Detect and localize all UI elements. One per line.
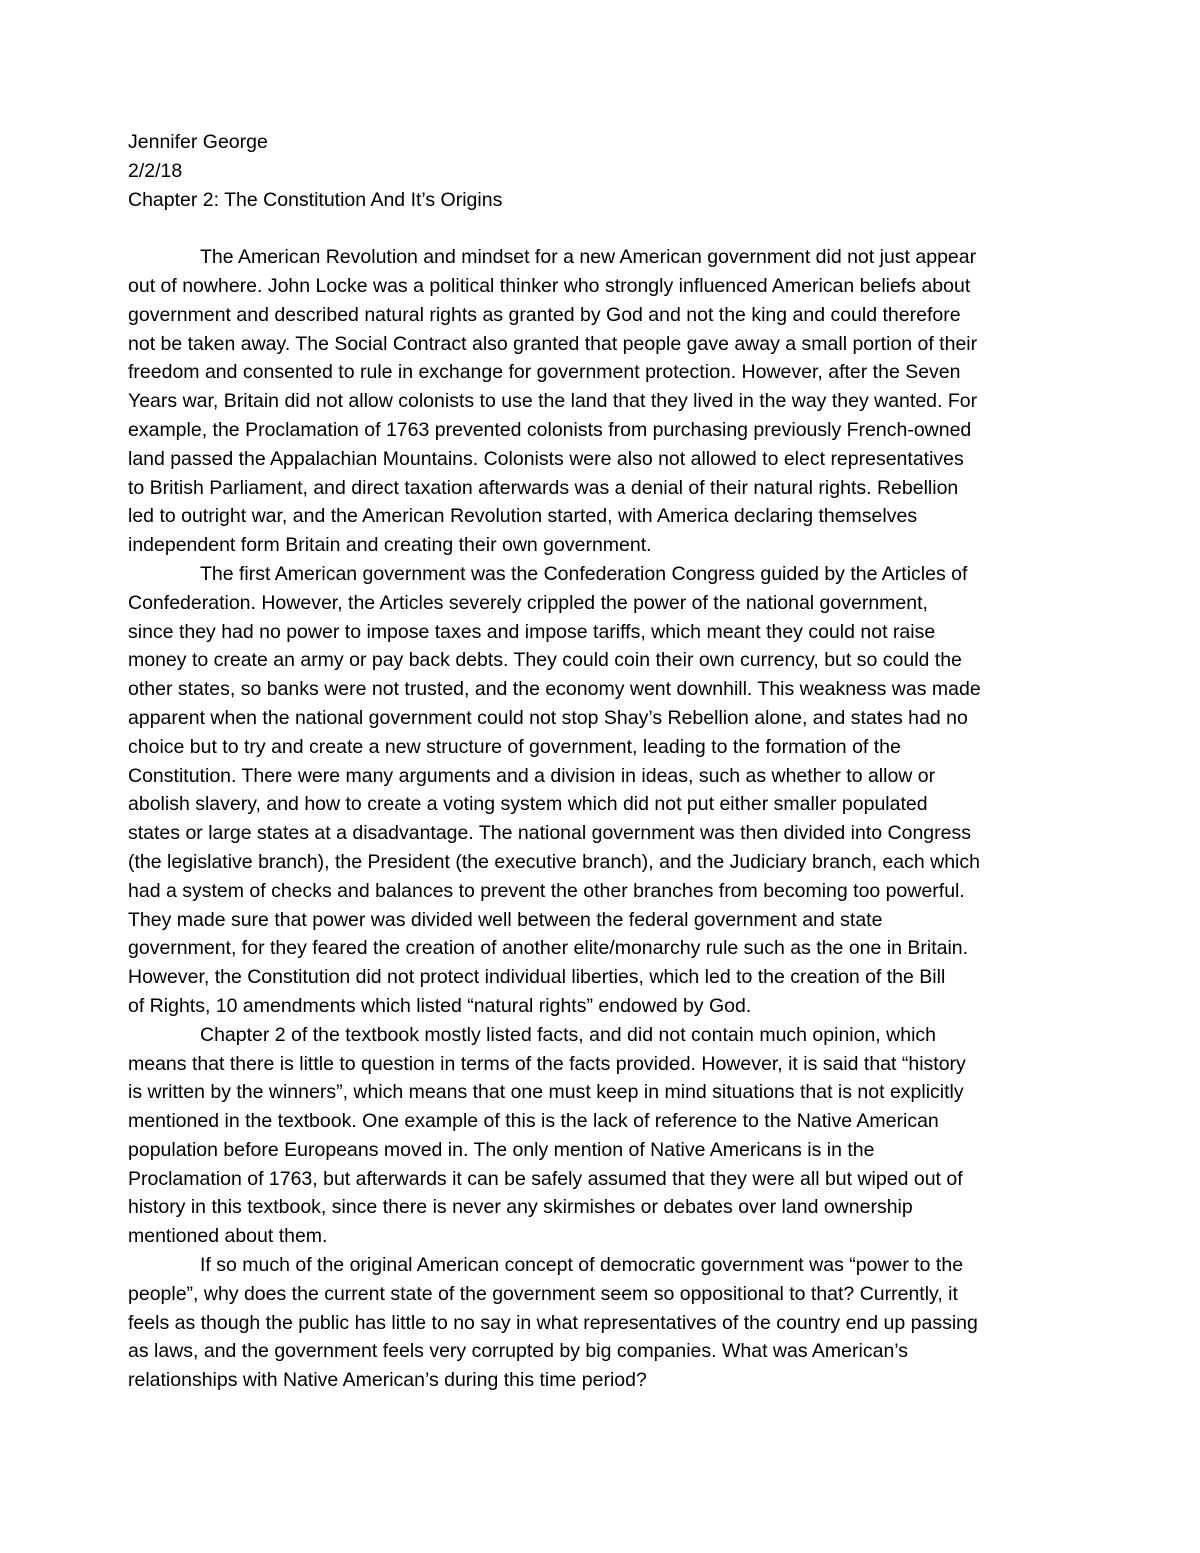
paragraph-3 [128,1021,1078,1251]
text-line: out of nowhere. John Locke was a political thinker who strongly influenced American beliefs about [128,274,971,297]
text-line: feels as though the public has little to no say in what representatives of the country end up passing [128,1311,978,1334]
text-line: population before Europeans moved in. The only mention of Native Americans is in the [128,1138,875,1161]
text-line: Chapter 2 of the textbook mostly listed facts, and did not contain much opinion, which [200,1023,937,1046]
text-line: government and described natural rights as granted by God and not the king and could therefore [128,303,961,326]
text-line: land passed the Appalachian Mountains. Colonists were also not allowed to elect representatives [128,447,964,470]
document-page [128,128,1078,1395]
blank-line [128,214,1078,243]
document-title: Chapter 2: The Constitution And It’s Origins [128,188,503,211]
text-line: example, the Proclamation of 1763 prevented colonists from purchasing previously French-owned [128,418,972,441]
text-line: of Rights, 10 amendments which listed “natural rights” endowed by God. [128,994,752,1017]
text-line: freedom and consented to rule in exchange for government protection. However, after the Seven [128,361,961,384]
author-name: Jennifer George [128,131,268,153]
paragraph-1 [128,243,1078,560]
text-line: independent form Britain and creating their own government. [128,534,652,557]
text-line: other states, so banks were not trusted, and the economy went downhill. This weakness was made [128,678,981,701]
text-line: The first American government was the Confederation Congress guided by the Articles of [200,562,968,585]
text-line: mentioned about them. [128,1225,328,1248]
paragraph-4 [128,1251,1078,1395]
text-line: choice but to try and create a new structure of government, leading to the formation of the [128,735,901,758]
text-line: relationships with Native American’s during this time period? [128,1369,647,1392]
text-line: not be taken away. The Social Contract also granted that people gave away a small portion of their [128,332,978,355]
text-line: history in this textbook, since there is never any skirmishes or debates over land ownership [128,1196,913,1219]
text-line: to British Parliament, and direct taxation afterwards was a denial of their natural rights. Rebellion [128,476,959,499]
text-line: (the legislative branch), the President (the executive branch), and the Judiciary branch, each which [128,850,980,873]
text-line: money to create an army or pay back debts. They could coin their own currency, but so could the [128,649,962,672]
text-line: However, the Constitution did not protect individual liberties, which led to the creation of the Bill [128,966,946,989]
paragraph-2 [128,560,1078,1021]
text-line: states or large states at a disadvantage. The national government was then divided into Congress [128,822,971,845]
document-date: 2/2/18 [128,159,183,182]
text-line: Proclamation of 1763, but afterwards it can be safely assumed that they were all but wiped out of [128,1167,963,1190]
text-line: Constitution. There were many arguments and a division in ideas, such as whether to allow or [128,764,936,787]
text-line: had a system of checks and balances to prevent the other branches from becoming too powerful. [128,879,965,902]
text-line: people”, why does the current state of the government seem so oppositional to that? Currently, it [128,1282,958,1305]
text-line: The American Revolution and mindset for a new American government did not just appear [200,246,977,269]
text-line: Years war, Britain did not allow colonists to use the land that they lived in the way they wanted. For [128,390,978,413]
text-line: Confederation. However, the Articles severely crippled the power of the national government, [128,591,928,614]
text-line: government, for they feared the creation of another elite/monarchy rule such as the one in Britain. [128,937,969,960]
text-line: led to outright war, and the American Revolution started, with America declaring themselves [128,505,918,528]
text-line: means that there is little to question in terms of the facts provided. However, it is said that “history [128,1052,966,1075]
text-line: If so much of the original American concept of democratic government was “power to the [200,1254,964,1277]
body-text [128,243,1078,1395]
text-line: is written by the winners”, which means that one must keep in mind situations that is not explicitly [128,1081,964,1104]
text-line: mentioned in the textbook. One example of this is the lack of reference to the Native American [128,1110,939,1133]
text-line: since they had no power to impose taxes and impose tariffs, which meant they could not raise [128,620,936,643]
text-line: apparent when the national government could not stop Shay’s Rebellion alone, and states had no [128,706,968,729]
text-line: They made sure that power was divided well between the federal government and state [128,908,883,931]
text-line: as laws, and the government feels very corrupted by big companies. What was American’s [128,1340,909,1363]
text-line: abolish slavery, and how to create a voting system which did not put either smaller populated [128,793,928,816]
